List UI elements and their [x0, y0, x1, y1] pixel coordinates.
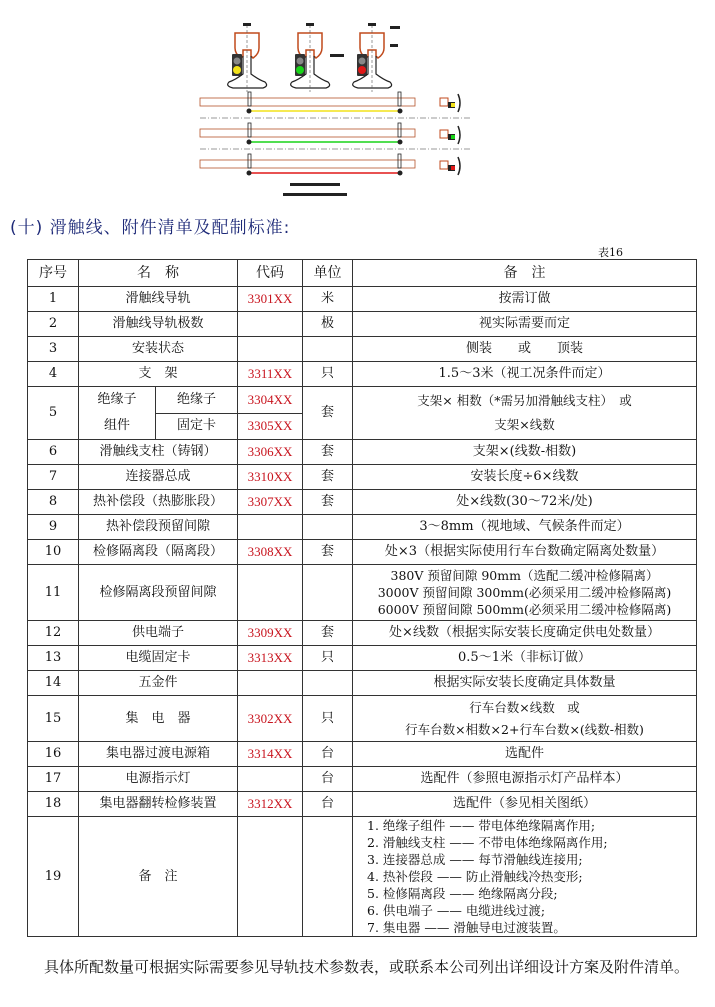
remark-line: 5. 检修隔离段 —— 绝缘隔离分段;: [367, 886, 558, 901]
row-no: 14: [28, 671, 79, 696]
remark-line: 6000V 预留间隙 500mm(必须采用二缓冲检修隔离): [377, 602, 672, 617]
indicator-yellow: [233, 66, 241, 74]
row-unit: 套: [303, 490, 353, 515]
table-row: [28, 742, 697, 767]
table-row: [28, 440, 697, 465]
row-code: [238, 312, 303, 337]
row-remark: 1.5～3米（视工况条件而定）: [353, 362, 697, 387]
row-code: [238, 515, 303, 540]
row-unit: 只: [303, 362, 353, 387]
row-no: 17: [28, 767, 79, 792]
table-row: [28, 696, 697, 742]
remark-line: 1. 绝缘子组件 —— 带电体绝缘隔离作用;: [367, 818, 596, 833]
indicator-light-installation-diagram: [190, 0, 475, 200]
row-remark: 处×3（根据实际使用行车台数确定隔离处数量）: [353, 540, 697, 565]
row-sub-name: 固定卡: [156, 413, 238, 440]
row-code: [238, 337, 303, 362]
row-unit: [303, 515, 353, 540]
row-name: 滑触线导轨: [79, 287, 238, 312]
table-row: [28, 312, 697, 337]
table-row: [28, 490, 697, 515]
row-unit: 套: [303, 621, 353, 646]
row-name: 热补偿段预留间隙: [79, 515, 238, 540]
row-no: 10: [28, 540, 79, 565]
row-name: 电源指示灯: [79, 767, 238, 792]
remark-line: 6. 供电端子 —— 电缆进线过渡;: [367, 903, 546, 918]
row-no: 4: [28, 362, 79, 387]
row-remark: 3～8mm（视地域、气候条件而定）: [353, 515, 697, 540]
remark-line: 7. 集电器 —— 滑触导电过渡装置。: [367, 920, 566, 935]
row-code: 3308XX: [238, 540, 303, 565]
table-row: [28, 387, 697, 414]
row-remark: 侧装 或 顶装: [353, 337, 697, 362]
row-code: [238, 565, 303, 621]
remark-line: 支架×线数: [494, 417, 555, 432]
remark-line: 行车台数×线数 或: [469, 699, 580, 715]
rail-plan-view: [200, 92, 470, 196]
row-unit: [303, 337, 353, 362]
row-no: 19: [28, 817, 79, 937]
row-no: 7: [28, 465, 79, 490]
row-code: 3302XX: [238, 696, 303, 742]
row-name: 备 注: [79, 817, 238, 937]
row-remark: 根据实际安装长度确定具体数量: [353, 671, 697, 696]
row-name: 供电端子: [79, 621, 238, 646]
row-remark: 0.5～1米（非标订做）: [353, 646, 697, 671]
header-remark: 备 注: [353, 260, 697, 287]
rail-section-yellow: [228, 23, 267, 92]
rail-section-red: [330, 23, 400, 92]
row-no: 9: [28, 515, 79, 540]
group-name-line: 组件: [103, 418, 130, 433]
row-unit: 只: [303, 696, 353, 742]
row-unit: 台: [303, 767, 353, 792]
row-name: 检修隔离段（隔离段）: [79, 540, 238, 565]
header-code: 代码: [238, 260, 303, 287]
table-header-row: [28, 260, 697, 287]
row-no: 2: [28, 312, 79, 337]
row-name: 连接器总成: [79, 465, 238, 490]
row-unit: 只: [303, 646, 353, 671]
header-no: 序号: [28, 260, 79, 287]
header-name: 名 称: [79, 260, 238, 287]
row-remark: 安装长度÷6×线数: [353, 465, 697, 490]
remark-line: 支架× 相数（*需另加滑触线支柱） 或: [417, 393, 632, 408]
row-remark: 选配件: [353, 742, 697, 767]
row-group-name: [79, 387, 156, 440]
row-name: 五金件: [79, 671, 238, 696]
row-unit: 极: [303, 312, 353, 337]
row-unit: 米: [303, 287, 353, 312]
row-no: 1: [28, 287, 79, 312]
row-remark: 视实际需要而定: [353, 312, 697, 337]
row-remark: [353, 565, 697, 621]
remark-line: 3000V 预留间隙 300mm(必须采用二缓冲检修隔离): [377, 585, 672, 600]
row-code: 3311XX: [238, 362, 303, 387]
row-code: 3306XX: [238, 440, 303, 465]
row-code: 3301XX: [238, 287, 303, 312]
row-code: 3304XX: [238, 387, 303, 414]
row-remark: [353, 387, 697, 440]
group-name-line: 绝缘子: [97, 392, 137, 407]
row-name: 检修隔离段预留间隙: [79, 565, 238, 621]
row-name: 滑触线导轨极数: [79, 312, 238, 337]
row-name: 电缆固定卡: [79, 646, 238, 671]
row-code: 3312XX: [238, 792, 303, 817]
remark-line: 2. 滑触线支柱 —— 不带电体绝缘隔离作用;: [367, 835, 608, 850]
row-unit: 台: [303, 792, 353, 817]
row-no: 13: [28, 646, 79, 671]
section-title: (十) 滑触线、附件清单及配制标准:: [10, 218, 291, 238]
remark-line: 行车台数×相数×2+行车台数×(线数-相数): [405, 721, 644, 737]
row-no: 12: [28, 621, 79, 646]
table-row: [28, 671, 697, 696]
table-row: [28, 337, 697, 362]
remark-line: 380V 预留间隙 90mm（选配二缓冲检修隔离）: [390, 568, 659, 583]
table-row: [28, 621, 697, 646]
row-code: [238, 671, 303, 696]
table-label: 表16: [598, 246, 623, 259]
table-row: [28, 540, 697, 565]
indicator-red: [358, 66, 366, 74]
row-sub-name: 绝缘子: [156, 387, 238, 414]
row-code: 3309XX: [238, 621, 303, 646]
table-row: [28, 287, 697, 312]
row-unit: 套: [303, 387, 353, 440]
row-name: 集电器过渡电源箱: [79, 742, 238, 767]
row-no: 3: [28, 337, 79, 362]
row-code: 3307XX: [238, 490, 303, 515]
row-name: 热补偿段（热膨胀段）: [79, 490, 238, 515]
row-no: 6: [28, 440, 79, 465]
row-code: 3310XX: [238, 465, 303, 490]
row-remark: 选配件（参照电源指示灯产品样本）: [353, 767, 697, 792]
row-unit: 套: [303, 465, 353, 490]
row-no: 5: [28, 387, 79, 440]
row-remark: 按需订做: [353, 287, 697, 312]
row-code: [238, 767, 303, 792]
row-no: 8: [28, 490, 79, 515]
rail-section-green: [291, 23, 330, 92]
row-unit: 台: [303, 742, 353, 767]
footer-note: 具体所配数量可根据实际需要参见导轨技术参数表，或联系本公司列出详细设计方案及附件清单。: [44, 958, 690, 976]
table-row: [28, 767, 697, 792]
row-unit: [303, 671, 353, 696]
remark-line: 4. 热补偿段 —— 防止滑触线冷热变形;: [367, 869, 583, 884]
row-code: 3305XX: [238, 413, 303, 440]
row-unit: 套: [303, 540, 353, 565]
row-name: 支 架: [79, 362, 238, 387]
row-remark: 支架×(线数-相数): [353, 440, 697, 465]
row-name: 安装状态: [79, 337, 238, 362]
row-unit: 套: [303, 440, 353, 465]
row-code: 3314XX: [238, 742, 303, 767]
row-remark: 处×线数(30～72米/处): [353, 490, 697, 515]
table-row: [28, 646, 697, 671]
row-unit: [303, 565, 353, 621]
row-remark: [353, 817, 697, 937]
table-row: [28, 465, 697, 490]
row-remark: 处×线数（根据实际安装长度确定供电处数量）: [353, 621, 697, 646]
row-no: 16: [28, 742, 79, 767]
row-no: 15: [28, 696, 79, 742]
table-row: [28, 565, 697, 621]
row-code: [238, 817, 303, 937]
table-row: [28, 515, 697, 540]
table-row: [28, 817, 697, 937]
row-remark: 选配件（参见相关图纸）: [353, 792, 697, 817]
row-unit: [303, 817, 353, 937]
table-row: [28, 792, 697, 817]
table-row: [28, 362, 697, 387]
row-name: 滑触线支柱（铸钢）: [79, 440, 238, 465]
row-name: 集电器翻转检修装置: [79, 792, 238, 817]
row-no: 18: [28, 792, 79, 817]
parts-list-table: [27, 259, 697, 937]
header-unit: 单位: [303, 260, 353, 287]
row-remark: [353, 696, 697, 742]
indicator-green: [296, 66, 304, 74]
row-code: 3313XX: [238, 646, 303, 671]
remark-line: 3. 连接器总成 —— 每节滑触线连接用;: [367, 852, 583, 867]
row-no: 11: [28, 565, 79, 621]
row-name: 集 电 器: [79, 696, 238, 742]
